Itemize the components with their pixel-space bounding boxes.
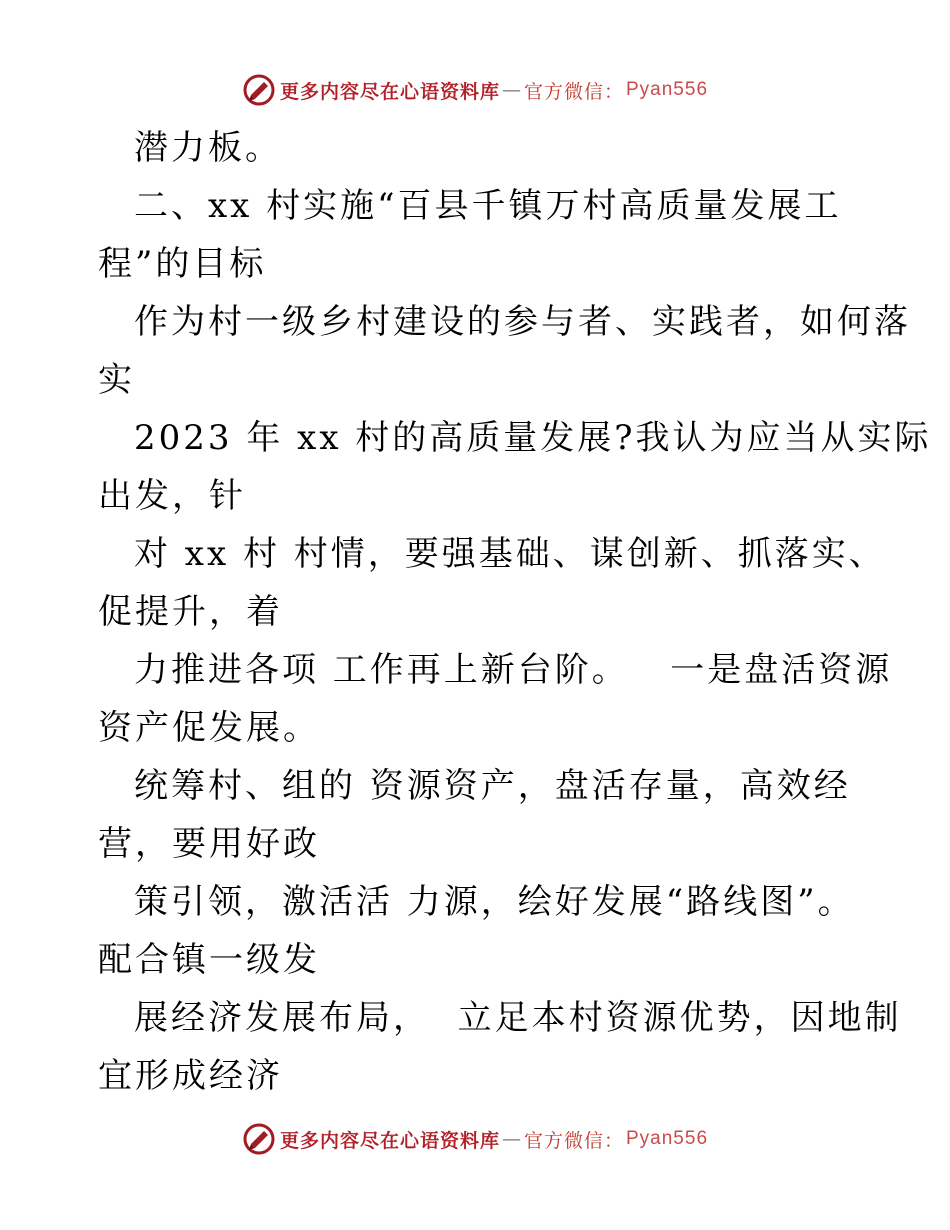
header-site-name: 更多内容尽在心语资料库 bbox=[279, 80, 500, 103]
brand-logo-icon bbox=[242, 73, 276, 107]
footer-wechat-label: 官方微信： bbox=[523, 1129, 624, 1152]
text-line: 2023 年 xx 村的高质量发展?我认为应当从实际 bbox=[134, 418, 932, 458]
footer-site-name: 更多内容尽在心语资料库 bbox=[279, 1129, 500, 1152]
text-line: 二、xx 村实施“百县千镇万村高质量发展工 bbox=[134, 186, 842, 226]
brand-logo-icon bbox=[242, 1122, 276, 1156]
text-line: 程”的目标 bbox=[98, 244, 267, 284]
footer-dash: — bbox=[501, 1128, 522, 1150]
header-watermark-banner bbox=[0, 70, 950, 110]
text-line: 展经济发展布局， 立足本村资源优势，因地制 bbox=[134, 998, 902, 1038]
text-line: 力推进各项 工作再上新台阶。 一是盘活资源 bbox=[134, 650, 893, 690]
text-line: 配合镇一级发 bbox=[98, 940, 320, 980]
text-line: 潜力板。 bbox=[134, 128, 282, 168]
text-line: 统筹村、组的 资源资产，盘活存量，高效经 bbox=[134, 766, 851, 806]
header-dash: — bbox=[501, 79, 522, 101]
header-wechat-label: 官方微信： bbox=[523, 80, 624, 103]
text-line: 出发，针 bbox=[98, 476, 246, 516]
text-line: 促提升，着 bbox=[98, 592, 283, 632]
text-line: 对 xx 村 村情，要强基础、谋创新、抓落实、 bbox=[134, 534, 886, 574]
text-line: 资产促发展。 bbox=[98, 708, 320, 748]
text-line: 宜形成经济 bbox=[98, 1056, 283, 1096]
text-line: 策引领，激活活 力源，绘好发展“路线图”。 bbox=[134, 882, 855, 922]
header-wechat-handle: Pyan556 bbox=[626, 79, 709, 100]
footer-watermark-banner bbox=[0, 1119, 950, 1159]
text-line: 实 bbox=[98, 360, 135, 400]
footer-wechat-handle: Pyan556 bbox=[626, 1128, 709, 1149]
text-line: 作为村一级乡村建设的参与者、实践者，如何落 bbox=[134, 302, 911, 342]
text-line: 营，要用好政 bbox=[98, 824, 320, 864]
